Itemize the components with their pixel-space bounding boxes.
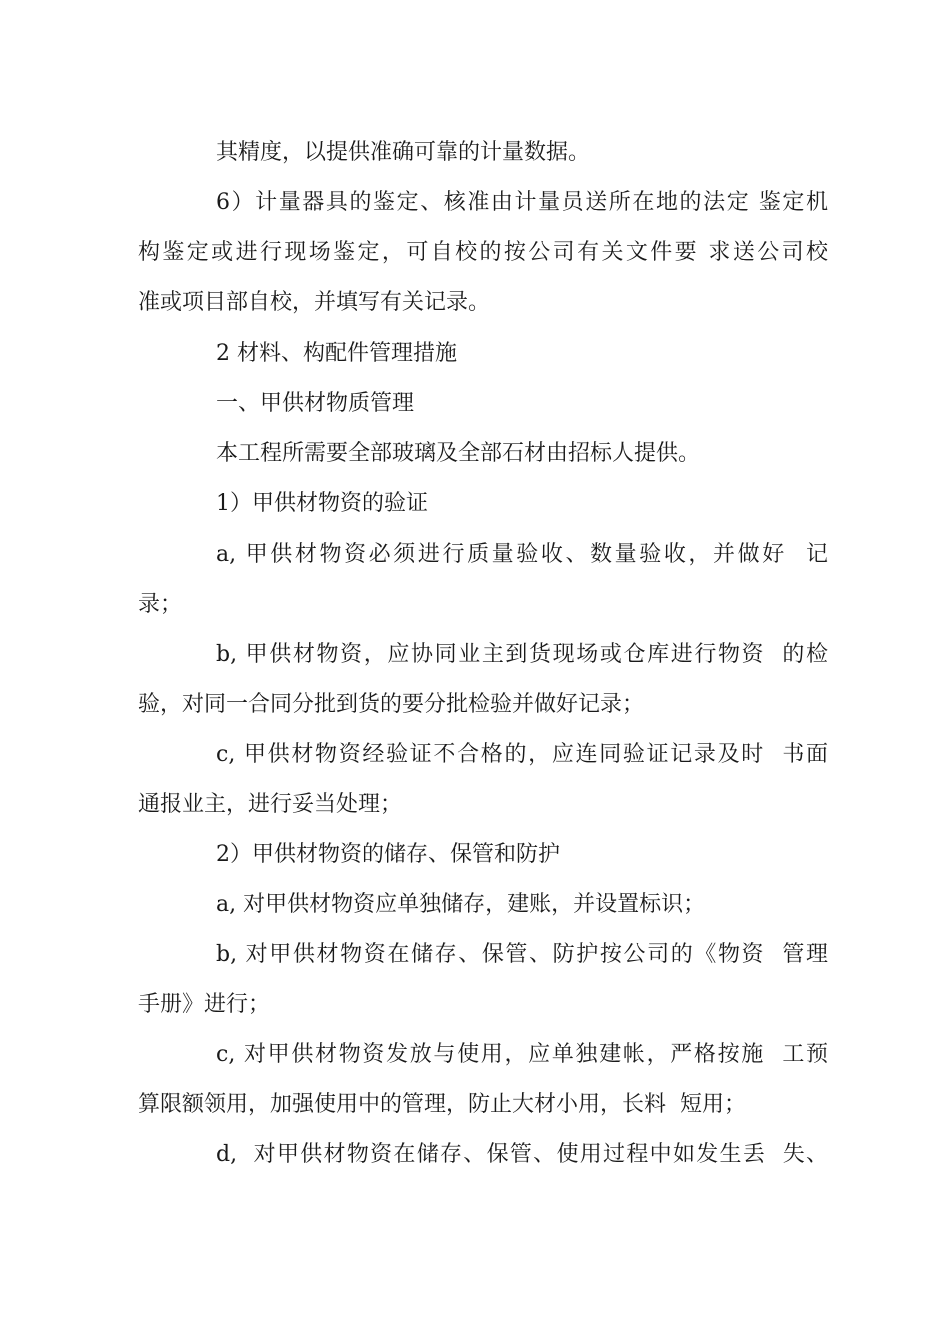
text-line [0, 990, 950, 1020]
line-text: 录； [138, 592, 183, 617]
text-line [0, 1140, 950, 1170]
line-text: 2 材料、构配件管理措施 [216, 341, 457, 366]
section-heading [0, 389, 950, 419]
text-line [0, 439, 950, 469]
line-text: a, 甲供材物资必须进行质量验收、数量验收，并做好 记 [216, 542, 828, 567]
text-line [0, 188, 950, 218]
text-line [0, 288, 950, 318]
section-heading [0, 840, 950, 870]
line-text: 构鉴定或进行现场鉴定，可自校的按公司有关文件要 求送公司校 [138, 240, 828, 265]
line-text: c, 对甲供材物资发放与使用，应单独建帐，严格按施 工预 [216, 1042, 828, 1067]
text-line [0, 890, 950, 920]
text-line [0, 790, 950, 820]
line-text: 本工程所需要全部玻璃及全部石材由招标人提供。 [216, 441, 701, 466]
line-text: b, 甲供材物资，应协同业主到货现场或仓库进行物资 的检 [216, 642, 828, 667]
line-text: 一、甲供材物质管理 [216, 391, 415, 416]
line-text: a, 对甲供材物资应单独储存，建账，并设置标识； [216, 892, 706, 917]
line-text: 算限额领用，加强使用中的管理，防止大材小用，长料 短用； [138, 1092, 746, 1117]
text-line [0, 940, 950, 970]
section-heading [0, 339, 950, 369]
section-heading [0, 489, 950, 519]
text-line [0, 590, 950, 620]
line-text: 手册》进行； [138, 992, 271, 1017]
line-text: 6）计量器具的鉴定、核准由计量员送所在地的法定 鉴定机 [216, 190, 828, 215]
line-text: b, 对甲供材物资在储存、保管、防护按公司的《物资 管理 [216, 942, 828, 967]
line-text: 其精度，以提供准确可靠的计量数据。 [216, 140, 591, 165]
line-text: 验，对同一合同分批到货的要分批检验并做好记录； [138, 692, 645, 717]
text-line [0, 640, 950, 670]
line-text: 准或项目部自校，并填写有关记录。 [138, 290, 491, 315]
line-text: 2）甲供材物资的储存、保管和防护 [216, 842, 560, 867]
text-line [0, 238, 950, 268]
line-text: 1）甲供材物资的验证 [216, 491, 428, 516]
text-line [0, 690, 950, 720]
line-text: 通报业主，进行妥当处理； [138, 792, 403, 817]
line-text: d, 对甲供材物资在储存、保管、使用过程中如发生丢 失、 [216, 1142, 828, 1167]
line-text: c, 甲供材物资经验证不合格的，应连同验证记录及时 书面 [216, 742, 828, 767]
text-line [0, 1090, 950, 1120]
text-line [0, 138, 950, 168]
text-line [0, 540, 950, 570]
text-line [0, 1040, 950, 1070]
text-line [0, 740, 950, 770]
